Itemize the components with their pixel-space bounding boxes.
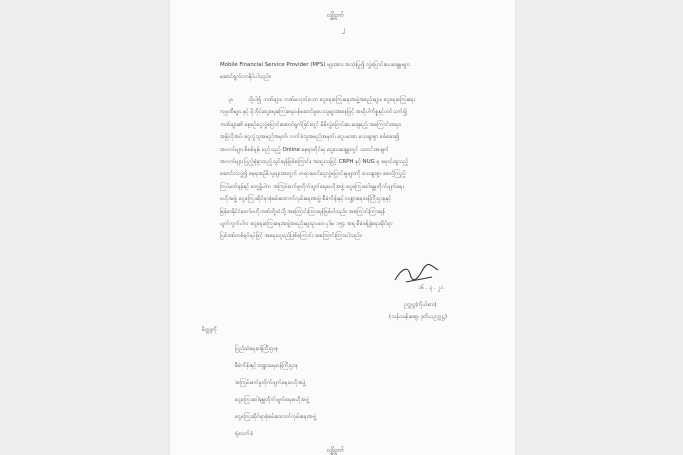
body-line: အမြဲလိုအပ်၊ ငွေလွှဲသူအမည်အမှတ်၊ လက်ခံသူအမည်အမှတ်၊ ငွေပမာဏ သေချာစွာ စစ်ဆေး၍ (220, 134, 400, 141)
paragraph-number: ၃။ (228, 97, 233, 103)
signature-date: ၁၆ . ၃ . ၂၁ (418, 285, 444, 291)
handwritten-signature (392, 262, 442, 286)
body-line: ဗဟိုအဖွဲ့၊ ငွေကြေးဆိုင်ရာစုံစမ်းထောက်လှမ်းရေးအဖွဲ့၊ စီမံကိန်းနှင့်ဘဏ္ဍာရေးဝန်ကြီးဌာနနှင့် (220, 196, 392, 203)
body-paragraph (220, 94, 415, 243)
body-line: ကုမ္ပဏီများ နှင့် မိုဘိုင်းငွေရေးကြေးရေးဝန်ဆောင်မှုပေးသူများအနေဖြင့် အထိုပါကိစ္စနှင့်ပတ်သက်၍ (220, 109, 407, 116)
footer-classification: လျှို့ဝှက် (327, 447, 344, 454)
body-line: မြန်မာနိုင်ငံတော်ဗဟိုဘဏ်တို့ထံသို့ အကြောင်းကြားရန်ဖြစ်ပါသည်။ အကြောင်းကြားရန် (220, 208, 386, 215)
subject-line-2: ဆောင်ရွက်လာနိုင်ပါသည်။ (220, 74, 271, 80)
signatory-name: ဥက္ကဋ္ဌ(ကိုယ်စား) (404, 302, 437, 308)
body-line: အလက်များ စိစစ်ရန်၊ မည်သည့် Online နေရာတိုင်းမှ ငွေပေးချေမှုတွင် သတင်းအချက် (220, 146, 389, 153)
document-page (170, 0, 515, 455)
body-line: ပြစ်ဒဏ်တစ်ရပ်ရပ်ဖြင့် အရေးယူမည်ဖြစ်ကြောင်း အကြောင်းကြားပါသည်။ (220, 233, 362, 240)
header-classification: လျှို့ဝှက် (327, 12, 344, 19)
distribution-label: မိတ္တူကို (202, 327, 218, 333)
list-item: ပြည်ထဲရေးဝန်ကြီးဌာန (235, 346, 279, 352)
body-line: အလက်များ ပြည့်စုံစွာထည့်သွင်းရန်ဖြစ်ကြောင်း၊ အထူးသဖြင့် CRPH နှင့် NUG မှ ရောင်းချသည့် (220, 159, 409, 166)
body-line: ကြပ်မတ်ရန်နှင့် တွေ့ရှိပါက အကြမ်းဖက်မှုတိုက်ဖျက်ရေးဗဟိုအဖွဲ့၊ ငွေကြေးခဝါချမှုတိုက်ဖျက်ရေး (220, 183, 404, 190)
body-line: ဆောင်လဲလွှဲ၍ နေရာစဉ်မိသူများအတွက် တရားမဝင်ငွေလွှဲပြောင်းမှုများကို သေချာစွာ စောင့်ကြည့် (220, 171, 406, 178)
page-number: ၂ (342, 26, 345, 33)
body-line: သို့ပါ၍ ဘဏ်များ၊ ဘဏ်မဟုတ်သော ငွေရေးကြေးရေးအဖွဲ့အစည်းများ၊ ငွေရေးကြေးရေး (248, 97, 415, 103)
list-item: ရုံးလက်ခံ (235, 431, 253, 437)
subject-line-1: Mobile Financial Service Provider (MFS) များအား အသုံးပြု၍ လွှဲပြောင်းပေးချေမှုများ (220, 62, 410, 68)
signatory-title: (သန်းသန်းဆွေ၊ ဒုတိယဥက္ကဋ္ဌ) (389, 314, 447, 320)
list-item: အကြမ်းဖက်မှုတိုက်ဖျက်ရေးဗဟိုအဖွဲ့ (235, 380, 306, 386)
list-item: စီမံကိန်းနှင့်ဘဏ္ဍာရေးဝန်ကြီးဌာန (235, 363, 298, 369)
body-line: ပျက်ကွက်ပါက ငွေရေးကြေးရေးအဖွဲ့အစည်းများဥပဒေ ပုဒ်မ ၁၅၄ အရ စီမံခန့်ခွဲရေးဆိုင်ရာ (220, 221, 393, 228)
body-line: ဘဏ်များ၏ နေ့စဉ်ငွေလွှဲပြောင်းဆောင်ရွက်ခြင်းတွင် မိမိလွှဲပြောင်းပေးချေမည့် အကြောင်းအရာ၊ (220, 121, 402, 128)
list-item: ငွေကြေးဆိုင်ရာစုံစမ်းထောက်လှမ်းရေးအဖွဲ့ (235, 414, 317, 420)
list-item: ငွေကြေးခဝါချမှုတိုက်ဖျက်ရေးဗဟိုအဖွဲ့ (235, 397, 309, 403)
